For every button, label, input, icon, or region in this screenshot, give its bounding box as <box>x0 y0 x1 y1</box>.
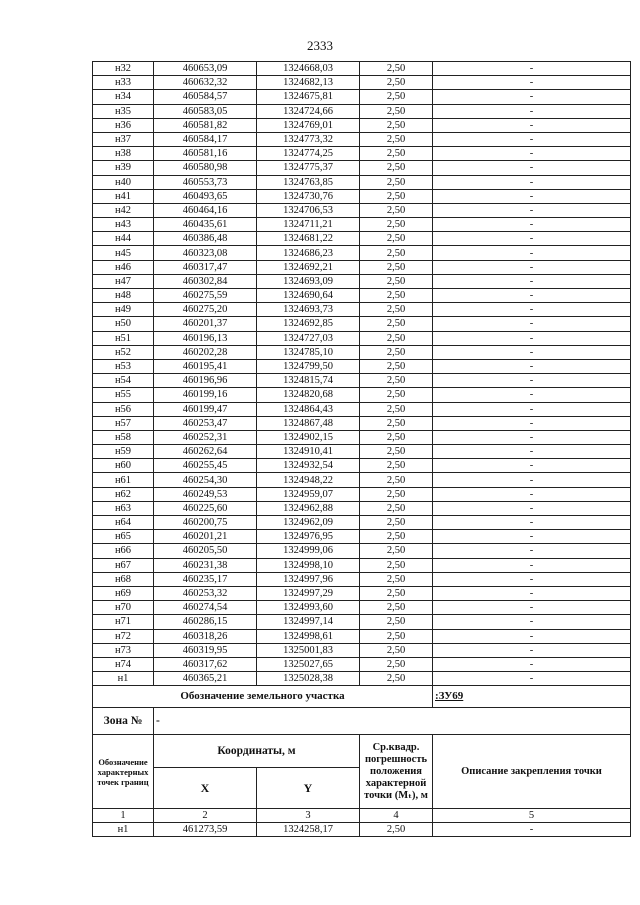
table-row <box>93 147 631 161</box>
coord-y: 1324820,68 <box>257 388 360 402</box>
fixing-value: - <box>433 672 631 686</box>
point-name: н50 <box>93 317 154 331</box>
accuracy-value: 2,50 <box>360 374 433 388</box>
coord-y: 1324998,10 <box>257 558 360 572</box>
table-row <box>93 175 631 189</box>
table-row <box>93 629 631 643</box>
coord-x: 460581,82 <box>154 118 257 132</box>
coord-y: 1324706,53 <box>257 203 360 217</box>
coord-y: 1324902,15 <box>257 430 360 444</box>
coord-x: 460584,57 <box>154 90 257 104</box>
accuracy-value: 2,50 <box>360 586 433 600</box>
coord-x: 460225,60 <box>154 501 257 515</box>
coord-y: 1325027,65 <box>257 657 360 671</box>
fixing-value: - <box>433 643 631 657</box>
fixing-value: - <box>433 175 631 189</box>
point-name: н59 <box>93 445 154 459</box>
table-row <box>93 189 631 203</box>
table-row <box>93 823 631 837</box>
coord-y: 1324962,09 <box>257 516 360 530</box>
coord-y: 1324864,43 <box>257 402 360 416</box>
zone-label: Зона № <box>93 708 154 735</box>
coord-y: 1324769,01 <box>257 118 360 132</box>
coord-y: 1324668,03 <box>257 62 360 76</box>
point-name: н41 <box>93 189 154 203</box>
fixing-value: - <box>433 90 631 104</box>
point-name: н57 <box>93 416 154 430</box>
coord-y: 1324711,21 <box>257 218 360 232</box>
fixing-value: - <box>433 161 631 175</box>
table-row <box>93 274 631 288</box>
accuracy-value: 2,50 <box>360 416 433 430</box>
fixing-value: - <box>433 246 631 260</box>
coord-x: 460202,28 <box>154 345 257 359</box>
fixing-value: - <box>433 487 631 501</box>
point-name: н73 <box>93 643 154 657</box>
coord-y: 1324693,09 <box>257 274 360 288</box>
point-name: н63 <box>93 501 154 515</box>
fixing-value: - <box>433 388 631 402</box>
coord-x: 460195,41 <box>154 359 257 373</box>
column-number-row <box>93 809 631 823</box>
coord-x: 460318,26 <box>154 629 257 643</box>
accuracy-value: 2,50 <box>360 289 433 303</box>
accuracy-value: 2,50 <box>360 629 433 643</box>
point-name: н54 <box>93 374 154 388</box>
fixing-value: - <box>433 147 631 161</box>
coord-x: 460323,08 <box>154 246 257 260</box>
coord-y: 1324997,96 <box>257 572 360 586</box>
point-name: н64 <box>93 516 154 530</box>
coord-y: 1324727,03 <box>257 331 360 345</box>
point-name: н68 <box>93 572 154 586</box>
coord-x: 460580,98 <box>154 161 257 175</box>
table-row <box>93 530 631 544</box>
coord-y: 1324775,37 <box>257 161 360 175</box>
table-row <box>93 359 631 373</box>
accuracy-value: 2,50 <box>360 487 433 501</box>
point-name: н62 <box>93 487 154 501</box>
parcel-label-row <box>93 686 631 708</box>
accuracy-value: 2,50 <box>360 345 433 359</box>
accuracy-value: 2,50 <box>360 558 433 572</box>
coord-y: 1324993,60 <box>257 601 360 615</box>
table-row <box>93 62 631 76</box>
fixing-value: - <box>433 345 631 359</box>
accuracy-value: 2,50 <box>360 615 433 629</box>
table-row <box>93 232 631 246</box>
fixing-value: - <box>433 274 631 288</box>
accuracy-value: 2,50 <box>360 203 433 217</box>
coord-y: 1324774,25 <box>257 147 360 161</box>
accuracy-value: 2,50 <box>360 118 433 132</box>
fixing-value: - <box>433 445 631 459</box>
point-name: н1 <box>93 823 154 837</box>
table-row <box>93 473 631 487</box>
accuracy-value: 2,50 <box>360 359 433 373</box>
table-row <box>93 317 631 331</box>
accuracy-value: 2,50 <box>360 823 433 837</box>
point-name: н74 <box>93 657 154 671</box>
fixing-value: - <box>433 132 631 146</box>
table-row <box>93 544 631 558</box>
point-name: н58 <box>93 430 154 444</box>
point-name: н32 <box>93 62 154 76</box>
accuracy-value: 2,50 <box>360 516 433 530</box>
column-number: 1 <box>93 809 154 823</box>
point-name: н38 <box>93 147 154 161</box>
coord-x: 460632,32 <box>154 76 257 90</box>
point-name: н39 <box>93 161 154 175</box>
coord-y: 1324773,32 <box>257 132 360 146</box>
accuracy-value: 2,50 <box>360 601 433 615</box>
fixing-value: - <box>433 501 631 515</box>
accuracy-value: 2,50 <box>360 62 433 76</box>
table-row <box>93 203 631 217</box>
coord-x: 460252,31 <box>154 430 257 444</box>
zone-value: - <box>154 708 631 735</box>
point-name: н56 <box>93 402 154 416</box>
coord-y: 1324959,07 <box>257 487 360 501</box>
accuracy-value: 2,50 <box>360 132 433 146</box>
coord-x: 460200,75 <box>154 516 257 530</box>
fixing-value: - <box>433 473 631 487</box>
coord-y: 1324681,22 <box>257 232 360 246</box>
point-name: н47 <box>93 274 154 288</box>
coord-x: 460275,20 <box>154 303 257 317</box>
column-number: 5 <box>433 809 631 823</box>
point-name: н35 <box>93 104 154 118</box>
accuracy-value: 2,50 <box>360 76 433 90</box>
point-name: н36 <box>93 118 154 132</box>
point-name: н72 <box>93 629 154 643</box>
coord-x: 460435,61 <box>154 218 257 232</box>
coord-y: 1324867,48 <box>257 416 360 430</box>
accuracy-value: 2,50 <box>360 530 433 544</box>
table-row <box>93 601 631 615</box>
coord-x: 460319,95 <box>154 643 257 657</box>
coord-x: 460196,13 <box>154 331 257 345</box>
coord-x: 460464,16 <box>154 203 257 217</box>
coord-x: 460196,96 <box>154 374 257 388</box>
coord-x: 460199,16 <box>154 388 257 402</box>
accuracy-value: 2,50 <box>360 501 433 515</box>
point-name: н71 <box>93 615 154 629</box>
fixing-value: - <box>433 203 631 217</box>
coord-y: 1324675,81 <box>257 90 360 104</box>
fixing-value: - <box>433 62 631 76</box>
coord-y: 1324692,85 <box>257 317 360 331</box>
coord-y: 1324763,85 <box>257 175 360 189</box>
point-name: н40 <box>93 175 154 189</box>
coord-y: 1324730,76 <box>257 189 360 203</box>
coord-x: 460553,73 <box>154 175 257 189</box>
fixing-value: - <box>433 232 631 246</box>
coord-y: 1324910,41 <box>257 445 360 459</box>
fixing-value: - <box>433 104 631 118</box>
fixing-value: - <box>433 459 631 473</box>
fixing-value: - <box>433 823 631 837</box>
table-row <box>93 657 631 671</box>
accuracy-value: 2,50 <box>360 402 433 416</box>
point-name: н65 <box>93 530 154 544</box>
point-name: н55 <box>93 388 154 402</box>
accuracy-value: 2,50 <box>360 260 433 274</box>
coord-x: 460274,54 <box>154 601 257 615</box>
table-row <box>93 516 631 530</box>
parcel-value: :ЗУ69 <box>433 686 631 708</box>
coord-x: 460201,37 <box>154 317 257 331</box>
point-name: н33 <box>93 76 154 90</box>
coord-y: 1324948,22 <box>257 473 360 487</box>
fixing-value: - <box>433 586 631 600</box>
table-row <box>93 586 631 600</box>
coord-y: 1324799,50 <box>257 359 360 373</box>
coord-x: 460254,30 <box>154 473 257 487</box>
accuracy-value: 2,50 <box>360 104 433 118</box>
point-name: н37 <box>93 132 154 146</box>
fixing-value: - <box>433 516 631 530</box>
accuracy-value: 2,50 <box>360 175 433 189</box>
coord-x: 460253,47 <box>154 416 257 430</box>
accuracy-value: 2,50 <box>360 473 433 487</box>
fixing-value: - <box>433 530 631 544</box>
point-name: н43 <box>93 218 154 232</box>
fixing-value: - <box>433 118 631 132</box>
coord-x: 460205,50 <box>154 544 257 558</box>
table-row <box>93 331 631 345</box>
coord-x: 461273,59 <box>154 823 257 837</box>
coord-y: 1324962,88 <box>257 501 360 515</box>
table-row <box>93 345 631 359</box>
table-row <box>93 132 631 146</box>
point-name: н51 <box>93 331 154 345</box>
table-row <box>93 487 631 501</box>
table-row <box>93 260 631 274</box>
parcel-label: Обозначение земельного участка <box>93 686 433 708</box>
point-name: н44 <box>93 232 154 246</box>
coord-y: 1324999,06 <box>257 544 360 558</box>
coord-y: 1324815,74 <box>257 374 360 388</box>
accuracy-value: 2,50 <box>360 303 433 317</box>
table-row <box>93 218 631 232</box>
header-point-designation: Обозначение характерных точек границ <box>93 735 154 809</box>
point-name: н34 <box>93 90 154 104</box>
fixing-value: - <box>433 76 631 90</box>
accuracy-value: 2,50 <box>360 672 433 686</box>
fixing-value: - <box>433 303 631 317</box>
coord-x: 460365,21 <box>154 672 257 686</box>
header-row-1 <box>93 735 631 768</box>
point-name: н53 <box>93 359 154 373</box>
accuracy-value: 2,50 <box>360 90 433 104</box>
coord-x: 460493,65 <box>154 189 257 203</box>
point-name: н52 <box>93 345 154 359</box>
coord-x: 460386,48 <box>154 232 257 246</box>
coord-x: 460262,64 <box>154 445 257 459</box>
coord-y: 1324785,10 <box>257 345 360 359</box>
point-name: н45 <box>93 246 154 260</box>
accuracy-value: 2,50 <box>360 246 433 260</box>
point-name: н49 <box>93 303 154 317</box>
table-row <box>93 246 631 260</box>
fixing-value: - <box>433 629 631 643</box>
point-name: н70 <box>93 601 154 615</box>
coord-x: 460581,16 <box>154 147 257 161</box>
fixing-value: - <box>433 416 631 430</box>
coord-x: 460231,38 <box>154 558 257 572</box>
accuracy-value: 2,50 <box>360 388 433 402</box>
accuracy-value: 2,50 <box>360 147 433 161</box>
accuracy-value: 2,50 <box>360 189 433 203</box>
fixing-value: - <box>433 558 631 572</box>
table-row <box>93 76 631 90</box>
table-row <box>93 615 631 629</box>
accuracy-value: 2,50 <box>360 572 433 586</box>
column-number: 3 <box>257 809 360 823</box>
table-row <box>93 445 631 459</box>
coord-y: 1324693,73 <box>257 303 360 317</box>
table-row <box>93 572 631 586</box>
coord-x: 460317,47 <box>154 260 257 274</box>
coord-y: 1324682,13 <box>257 76 360 90</box>
coord-x: 460199,47 <box>154 402 257 416</box>
table-row <box>93 90 631 104</box>
coord-y: 1324690,64 <box>257 289 360 303</box>
coord-y: 1324686,23 <box>257 246 360 260</box>
header-fixing-description: Описание закрепления точки <box>433 735 631 809</box>
fixing-value: - <box>433 374 631 388</box>
table-row <box>93 289 631 303</box>
fixing-value: - <box>433 544 631 558</box>
table-row <box>93 459 631 473</box>
column-number: 4 <box>360 809 433 823</box>
table-row <box>93 161 631 175</box>
point-name: н1 <box>93 672 154 686</box>
fixing-value: - <box>433 289 631 303</box>
coord-x: 460249,53 <box>154 487 257 501</box>
fixing-value: - <box>433 572 631 586</box>
coordinates-table <box>92 61 631 837</box>
accuracy-value: 2,50 <box>360 544 433 558</box>
coord-x: 460583,05 <box>154 104 257 118</box>
accuracy-value: 2,50 <box>360 643 433 657</box>
coord-y: 1324997,29 <box>257 586 360 600</box>
point-name: н42 <box>93 203 154 217</box>
point-name: н46 <box>93 260 154 274</box>
point-name: н69 <box>93 586 154 600</box>
accuracy-value: 2,50 <box>360 657 433 671</box>
coord-x: 460317,62 <box>154 657 257 671</box>
table-row <box>93 672 631 686</box>
fixing-value: - <box>433 260 631 274</box>
coord-y: 1324998,61 <box>257 629 360 643</box>
page-number: 2333 <box>307 38 333 53</box>
accuracy-value: 2,50 <box>360 232 433 246</box>
fixing-value: - <box>433 317 631 331</box>
coord-x: 460255,45 <box>154 459 257 473</box>
fixing-value: - <box>433 430 631 444</box>
coord-y: 1324997,14 <box>257 615 360 629</box>
coord-y: 1324932,54 <box>257 459 360 473</box>
header-x: X <box>154 768 257 809</box>
coord-x: 460653,09 <box>154 62 257 76</box>
zone-row <box>93 708 631 735</box>
coord-x: 460584,17 <box>154 132 257 146</box>
coord-x: 460235,17 <box>154 572 257 586</box>
coord-x: 460286,15 <box>154 615 257 629</box>
fixing-value: - <box>433 331 631 345</box>
fixing-value: - <box>433 189 631 203</box>
fixing-value: - <box>433 359 631 373</box>
accuracy-value: 2,50 <box>360 317 433 331</box>
header-y: Y <box>257 768 360 809</box>
column-number: 2 <box>154 809 257 823</box>
coord-y: 1324258,17 <box>257 823 360 837</box>
table-row <box>93 388 631 402</box>
fixing-value: - <box>433 402 631 416</box>
header-coordinates: Координаты, м <box>154 735 360 768</box>
fixing-value: - <box>433 601 631 615</box>
coord-x: 460253,32 <box>154 586 257 600</box>
table-row <box>93 374 631 388</box>
coord-y: 1324692,21 <box>257 260 360 274</box>
coord-x: 460275,59 <box>154 289 257 303</box>
coord-x: 460302,84 <box>154 274 257 288</box>
point-name: н60 <box>93 459 154 473</box>
fixing-value: - <box>433 657 631 671</box>
accuracy-value: 2,50 <box>360 445 433 459</box>
table-row <box>93 501 631 515</box>
table-row <box>93 303 631 317</box>
accuracy-value: 2,50 <box>360 459 433 473</box>
coord-y: 1325028,38 <box>257 672 360 686</box>
coord-x: 460201,21 <box>154 530 257 544</box>
table-row <box>93 643 631 657</box>
accuracy-value: 2,50 <box>360 218 433 232</box>
fixing-value: - <box>433 218 631 232</box>
table-row <box>93 558 631 572</box>
table-row <box>93 104 631 118</box>
table-row <box>93 416 631 430</box>
fixing-value: - <box>433 615 631 629</box>
table-row <box>93 430 631 444</box>
table-row <box>93 118 631 132</box>
table-body <box>93 62 631 686</box>
coord-y: 1325001,83 <box>257 643 360 657</box>
point-name: н66 <box>93 544 154 558</box>
coord-y: 1324976,95 <box>257 530 360 544</box>
table-row <box>93 402 631 416</box>
point-name: н61 <box>93 473 154 487</box>
accuracy-value: 2,50 <box>360 430 433 444</box>
coord-y: 1324724,66 <box>257 104 360 118</box>
accuracy-value: 2,50 <box>360 161 433 175</box>
accuracy-value: 2,50 <box>360 274 433 288</box>
point-name: н67 <box>93 558 154 572</box>
accuracy-value: 2,50 <box>360 331 433 345</box>
header-accuracy: Ср.квадр. погрешность положения характерной точки (Mₜ), м <box>360 735 433 809</box>
point-name: н48 <box>93 289 154 303</box>
